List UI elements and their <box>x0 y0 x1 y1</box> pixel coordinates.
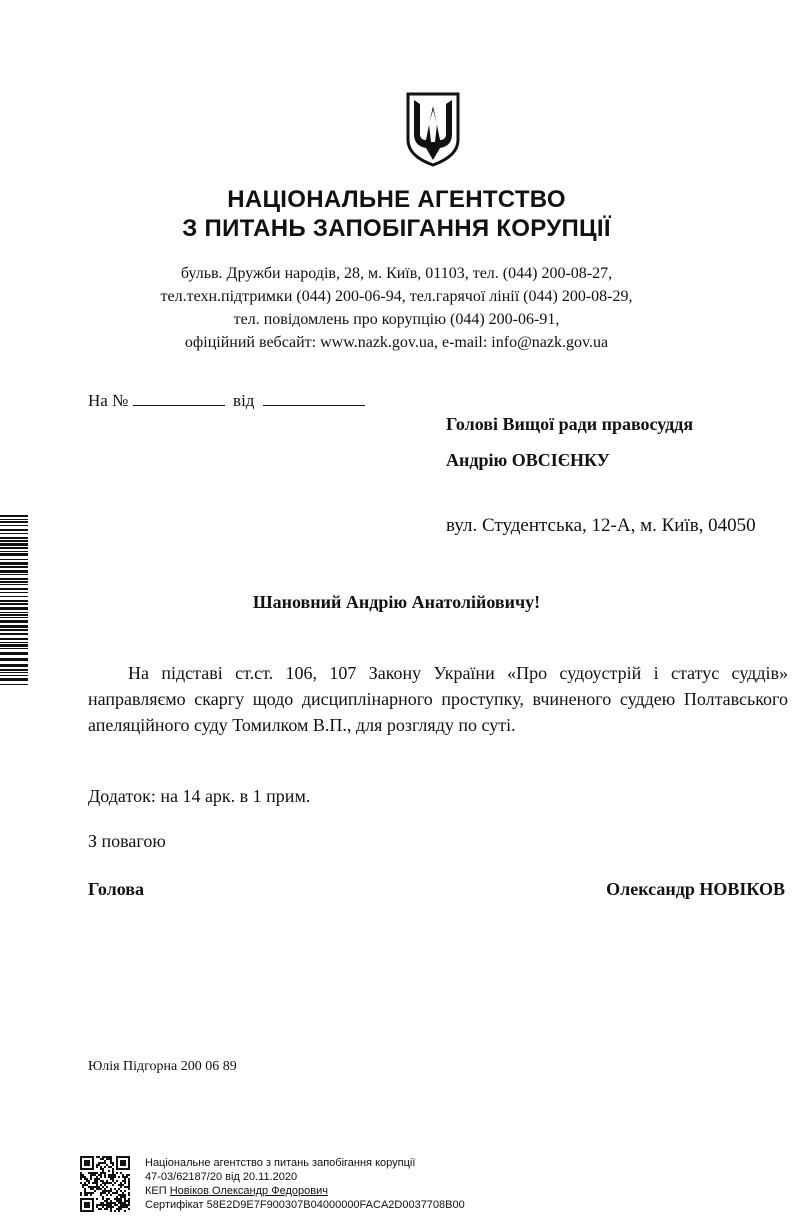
signatory-name: Олександр НОВІКОВ <box>606 879 785 899</box>
body-paragraph <box>88 660 788 738</box>
footer-org: Національне агентство з питань запобігання корупції <box>145 1157 416 1169</box>
footer-kep <box>145 1185 328 1198</box>
recipient-name: Андрію ОВСІЄНКУ <box>446 450 610 470</box>
body-text: На підставі ст.ст. 106, 107 Закону України «Про судоустрій і статус суддів» направляємо скаргу щодо дисциплінарного проступку, вчиненого суддею Полтавського апеляційного суду Томилком В.П., для розгляду по суті. <box>88 663 788 735</box>
footer-certificate: Сертифікат 58E2D9E7F900307B04000000FACA2D0037708B00 <box>145 1199 465 1211</box>
contact-line-2: тел.техн.підтримки (044) 200-06-94, тел.гарячої лінії (044) 200-08-29, <box>160 288 633 305</box>
salutation: Шановний Андрію Анатолійовичу! <box>252 592 541 612</box>
ukraine-trident-emblem-icon <box>404 90 462 168</box>
signatory-position: Голова <box>88 879 145 899</box>
contact-line-4: офіційний вебсайт: www.nazk.gov.ua, e-mail: info@nazk.gov.ua <box>184 334 609 351</box>
attachment-note: Додаток: на 14 арк. в 1 прим. <box>88 786 311 806</box>
footer-kep-label: КЕП <box>145 1185 167 1197</box>
reference-date-label: від <box>233 391 255 410</box>
executor: Юлія Підгорна 200 06 89 <box>88 1059 237 1074</box>
footer-doc-number: 47-03/62187/20 від 20.11.2020 <box>145 1171 298 1183</box>
reference-number-blank <box>133 391 225 406</box>
recipient-title: Голові Вищої ради правосуддя <box>446 414 694 434</box>
contact-line-1: бульв. Дружби народів, 28, м. Київ, 01103, тел. (044) 200-08-27, <box>180 265 613 282</box>
reference-date-blank <box>263 391 365 406</box>
org-title-line2: З ПИТАНЬ ЗАПОБІГАННЯ КОРУПЦІЇ <box>182 215 611 242</box>
recipient-address: вул. Студентська, 12-А, м. Київ, 04050 <box>446 515 756 536</box>
reference-line <box>88 391 365 411</box>
org-title-line1: НАЦІОНАЛЬНЕ АГЕНТСТВО <box>227 186 566 213</box>
footer-kep-name: Новіков Олександр Федорович <box>169 1185 328 1197</box>
barcode-icon <box>0 515 28 687</box>
qr-code-icon <box>80 1156 130 1212</box>
closing: З повагою <box>88 831 166 851</box>
contact-line-3: тел. повідомлень про корупцію (044) 200-06-91, <box>233 311 560 328</box>
reference-number-label: На № <box>88 391 129 410</box>
